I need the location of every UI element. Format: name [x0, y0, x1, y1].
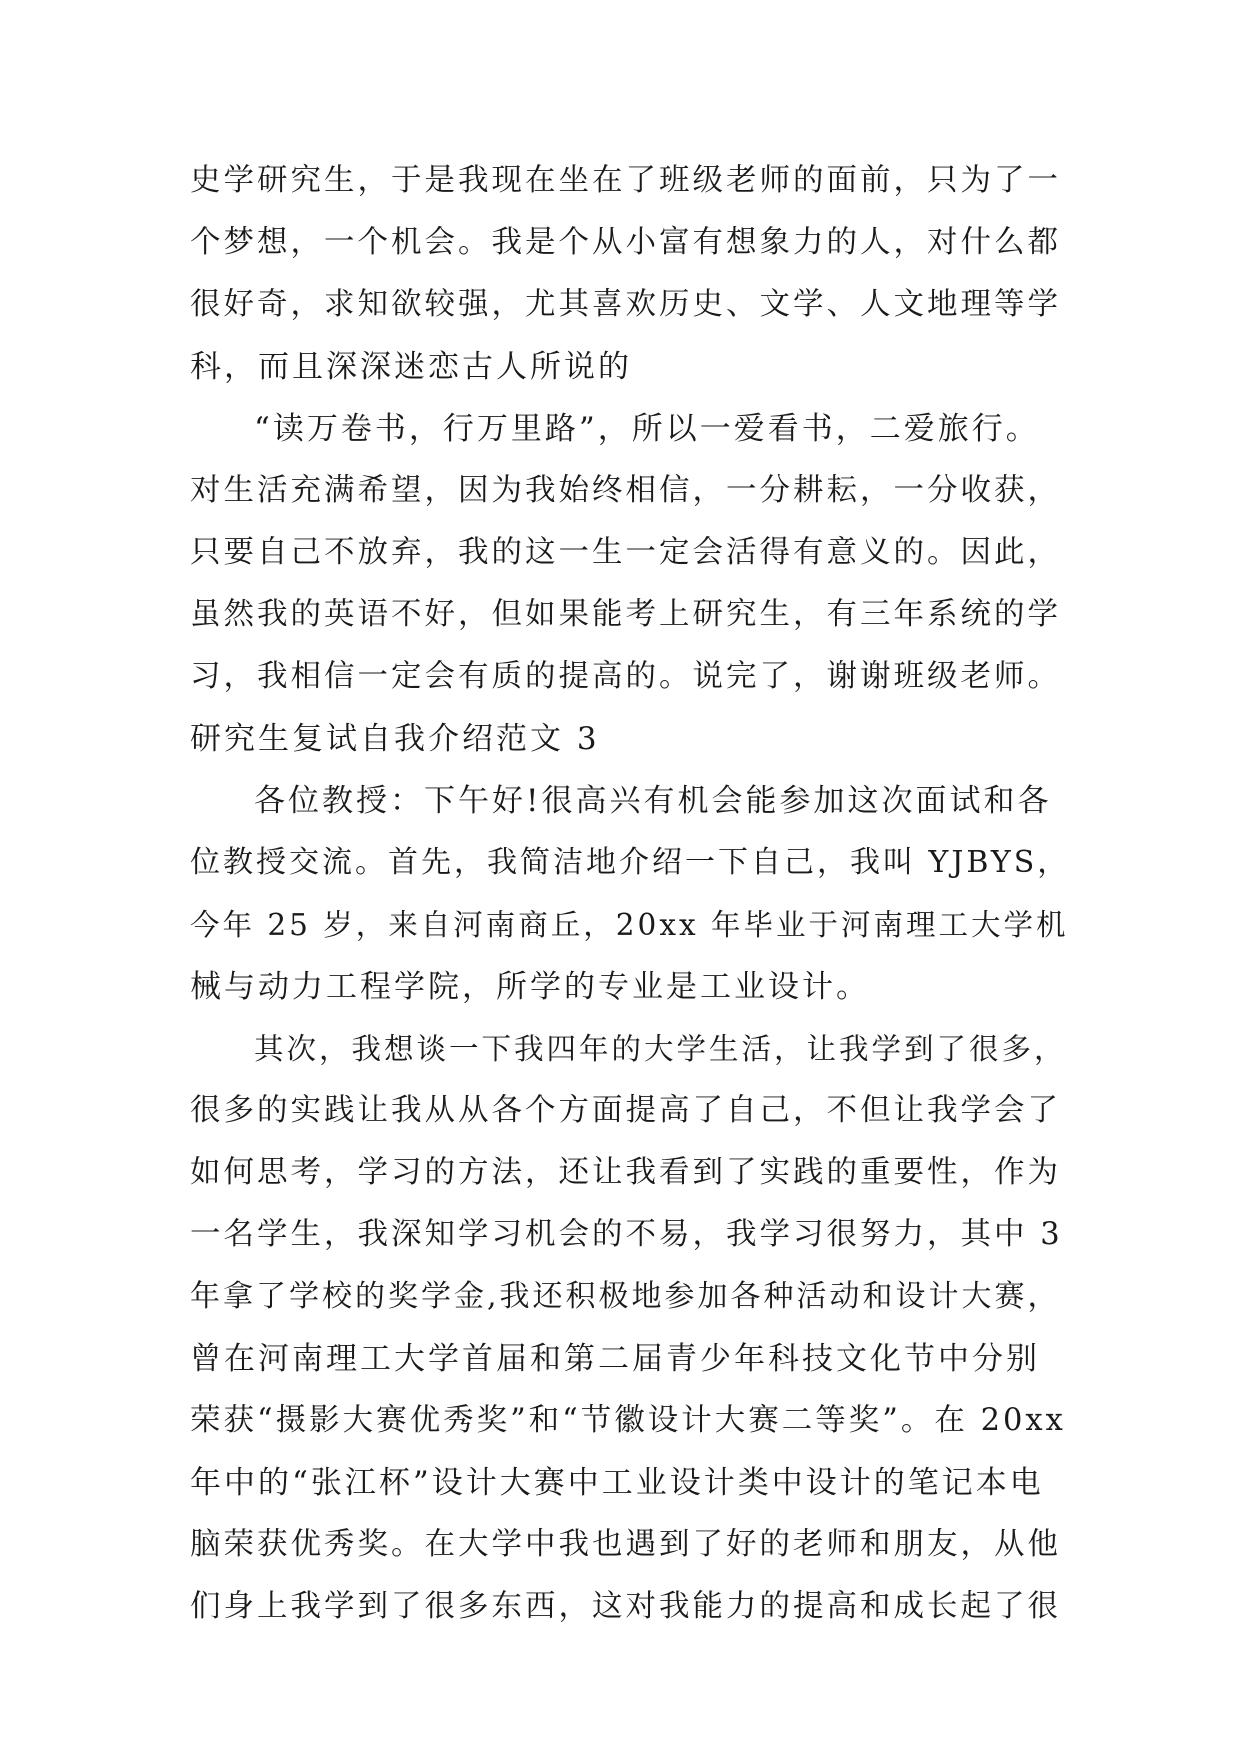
text-line: 虽然我的英语不好，但如果能考上研究生，有三年系统的学	[190, 597, 1061, 632]
text-line: 械与动力工程学院，所学的专业是工业设计。	[190, 969, 870, 1005]
text-line: 对生活充满希望，因为我始终相信，一分耕耘，一分收获，	[190, 473, 1061, 508]
text-line: 如何思考，学习的方法，还让我看到了实践的重要性，作为	[190, 1155, 1061, 1190]
text-line: 们身上我学到了很多东西，这对我能力的提高和成长起了很	[190, 1589, 1061, 1624]
text-line: 习，我相信一定会有质的提高的。说完了，谢谢班级老师。	[190, 659, 1061, 694]
text-line: 脑荣获优秀奖。在大学中我也遇到了好的老师和朋友，从他	[190, 1527, 1061, 1562]
text-line: 各位教授：下午好!很高兴有机会能参加这次面试和各	[254, 783, 1052, 819]
text-line: 年拿了学校的奖学金,我还积极地参加各种活动和设计大赛，	[190, 1279, 1061, 1314]
text-line: 科，而且深深迷恋古人所说的	[190, 349, 632, 385]
body-text	[190, 150, 1070, 1638]
text-line: 荣获“摄影大赛优秀奖”和“节徽设计大赛二等奖”。在 20xx	[190, 1403, 1066, 1438]
text-line: 个梦想，一个机会。我是个从小富有想象力的人，对什么都	[190, 225, 1061, 260]
text-line: 年中的“张江杯”设计大赛中工业设计类中设计的笔记本电	[190, 1465, 1044, 1501]
text-line: 史学研究生，于是我现在坐在了班级老师的面前，只为了一	[190, 163, 1061, 198]
text-line: 很好奇，求知欲较强，尤其喜欢历史、文学、人文地理等学	[190, 287, 1061, 322]
text-line: 曾在河南理工大学首届和第二届青少年科技文化节中分别	[190, 1341, 1040, 1377]
text-line: 研究生复试自我介绍范文 3	[190, 721, 600, 757]
text-line: 一名学生，我深知学习机会的不易，我学习很努力，其中 3	[190, 1217, 1063, 1252]
text-line: 只要自己不放弃，我的这一生一定会活得有意义的。因此，	[190, 535, 1061, 570]
text-line: 位教授交流。首先，我简洁地介绍一下自己，我叫 YJBYS，	[190, 845, 1071, 880]
text-line: 其次，我想谈一下我四年的大学生活，让我学到了很多，	[254, 1032, 1067, 1066]
text-line: 很多的实践让我从从各个方面提高了自己，不但让我学会了	[190, 1093, 1061, 1128]
text-line: 今年 25 岁，来自河南商丘，20xx 年毕业于河南理工大学机	[190, 908, 1069, 942]
text-line: “读万卷书，行万里路”，所以一爱看书，二爱旅行。	[254, 411, 1040, 447]
